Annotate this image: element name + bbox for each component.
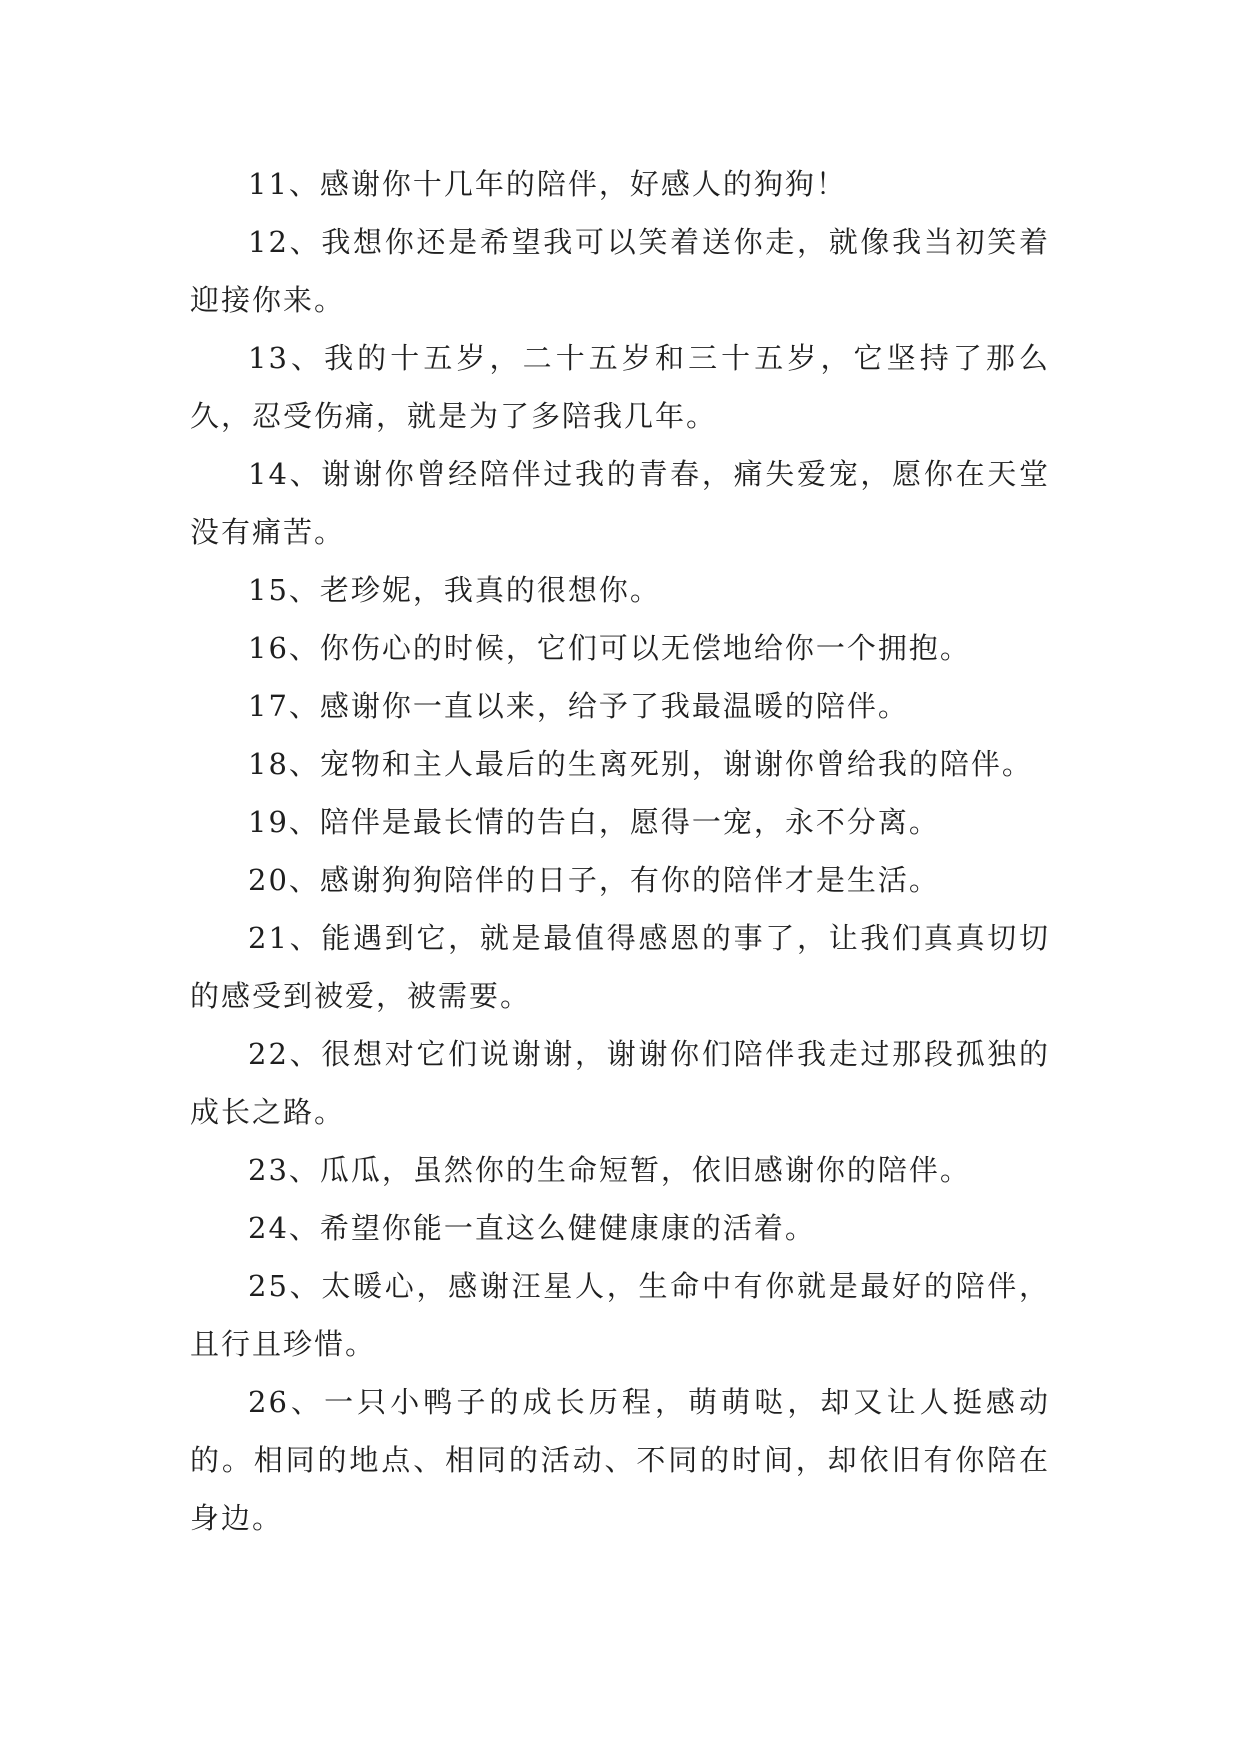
paragraph-15: 15、老珍妮，我真的很想你。 [248,573,661,607]
paragraph-24: 24、希望你能一直这么健健康康的活着。 [248,1211,816,1245]
paragraph-14: 14、谢谢你曾经陪伴过我的青春，痛失爱宠，愿你在天堂没有痛苦。 [190,457,1050,549]
paragraph-23: 23、瓜瓜，虽然你的生命短暂，依旧感谢你的陪伴。 [248,1153,971,1187]
paragraph-17: 17、感谢你一直以来，给予了我最温暖的陪伴。 [248,689,909,723]
paragraph-11: 11、感谢你十几年的陪伴，好感人的狗狗！ [248,167,847,201]
paragraph-18: 18、宠物和主人最后的生离死别，谢谢你曾给我的陪伴。 [248,747,1033,781]
paragraph-21: 21、能遇到它，就是最值得感恩的事了，让我们真真切切的感受到被爱，被需要。 [190,921,1050,1013]
paragraph-20: 20、感谢狗狗陪伴的日子，有你的陪伴才是生活。 [248,863,940,897]
paragraph-12: 12、我想你还是希望我可以笑着送你走，就像我当初笑着迎接你来。 [190,225,1050,317]
paragraph-19: 19、陪伴是最长情的告白，愿得一宠，永不分离。 [248,805,940,839]
document-body [190,155,1050,1547]
paragraph-22: 22、很想对它们说谢谢，谢谢你们陪伴我走过那段孤独的成长之路。 [190,1037,1050,1129]
paragraph-26: 26、一只小鸭子的成长历程，萌萌哒，却又让人挺感动的。相同的地点、相同的活动、不同的时间，却依旧有你陪在身边。 [190,1385,1050,1535]
paragraph-13: 13、我的十五岁，二十五岁和三十五岁，它坚持了那么久，忍受伤痛，就是为了多陪我几年。 [190,341,1050,433]
paragraph-16: 16、你伤心的时候，它们可以无偿地给你一个拥抱。 [248,631,971,665]
paragraph-25: 25、太暖心，感谢汪星人，生命中有你就是最好的陪伴，且行且珍惜。 [190,1269,1050,1361]
